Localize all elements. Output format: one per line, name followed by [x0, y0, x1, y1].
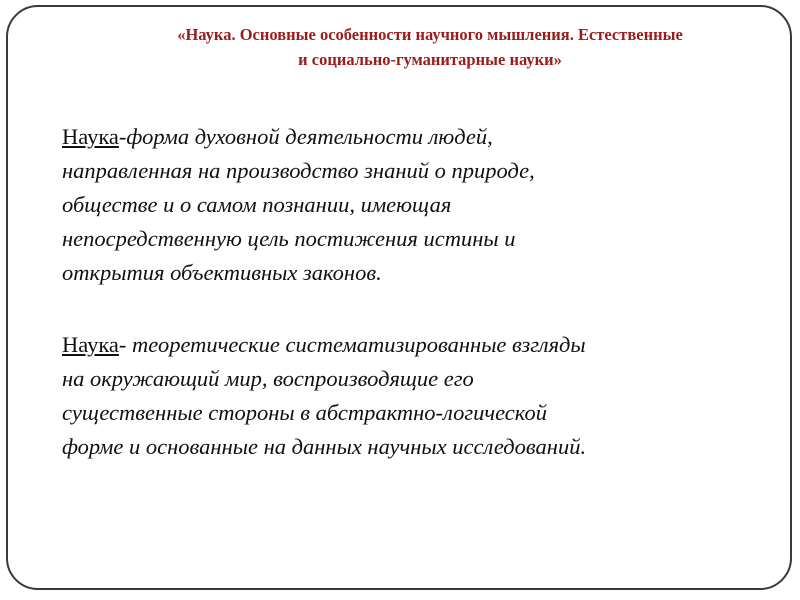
paragraph-line: открытия объективных законов.	[62, 260, 382, 285]
slide-title	[60, 22, 800, 72]
title-line: и социально-гуманитарные науки»	[298, 50, 562, 69]
dash: -	[118, 124, 127, 149]
definition-paragraph-2	[62, 328, 586, 464]
paragraph-line: на окружающий мир, воспроизводящие его	[62, 366, 474, 391]
paragraph-line	[62, 328, 586, 362]
dash: -	[118, 332, 133, 357]
paragraph-line: форме и основанные на данных научных исследований.	[62, 434, 587, 459]
line-text: форма духовной деятельности людей,	[126, 124, 493, 149]
term-nauka: Наука	[62, 124, 119, 149]
paragraph-line: обществе и о самом познании, имеющая	[62, 192, 452, 217]
slide-frame	[6, 5, 792, 590]
definition-paragraph-1	[62, 120, 535, 290]
title-line: «Наука. Основные особенности научного мышления. Естественные	[177, 25, 683, 44]
paragraph-line: существенные стороны в абстрактно-логической	[62, 400, 547, 425]
line-text: теоретические систематизированные взгляды	[132, 332, 586, 357]
paragraph-line: непосредственную цель постижения истины и	[62, 226, 516, 251]
term-nauka: Наука	[62, 332, 119, 357]
paragraph-line	[62, 120, 535, 154]
paragraph-line: направленная на производство знаний о природе,	[62, 158, 535, 183]
